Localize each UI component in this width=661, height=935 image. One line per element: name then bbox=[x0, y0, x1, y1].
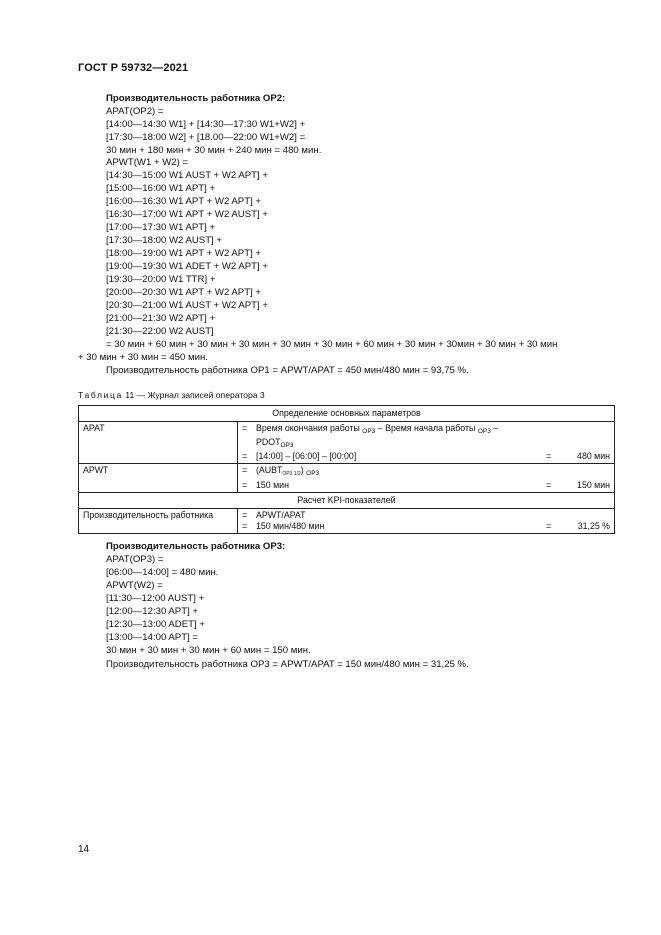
formula-line: APWT(W1 + W2) = bbox=[106, 157, 189, 168]
formula-line: 30 мин + 180 мин + 30 мин + 240 мин = 480 мин. bbox=[106, 145, 322, 156]
formula-expression: $PDOT_{OP3}$ bbox=[256, 437, 294, 449]
table-row bbox=[79, 509, 615, 534]
formula-substitution: 150 мин bbox=[256, 480, 289, 490]
formula-line: [06:00—14:00] = 480 мин. bbox=[106, 567, 219, 578]
equals-sign: = bbox=[546, 521, 552, 531]
equals-sign: = bbox=[546, 451, 552, 461]
formula-line: [13:00—14:00 APT] = bbox=[106, 632, 199, 643]
formula-line: [17:30—18:00 W2] + [18.00—22:00 W1+W2] = bbox=[106, 132, 306, 143]
formula-expression: $(AUBT_{OP3 1/2})$ $_{OP3}$ bbox=[256, 465, 320, 477]
formula-line: [20:30—21:00 W1 AUST + W2 APT] + bbox=[106, 300, 268, 311]
section-header-parameters: Определение основных параметров bbox=[79, 406, 615, 422]
formula-line: 30 мин + 30 мин + 30 мин + 60 мин = 150 мин. bbox=[106, 645, 311, 656]
section-op2-title: Производительность работника ОР2: bbox=[106, 93, 286, 104]
equals-sign: = bbox=[242, 423, 248, 433]
page-number: 14 bbox=[78, 844, 90, 855]
equals-sign: = bbox=[242, 480, 248, 490]
formula-line: [17:00—17:30 W1 APT] + bbox=[106, 222, 216, 233]
equals-sign: = bbox=[242, 451, 248, 461]
param-calc-productivity bbox=[238, 509, 615, 534]
table-caption bbox=[78, 390, 265, 400]
formula-substitution: 150 мин/480 мин bbox=[256, 521, 325, 531]
formula-line: [15:00—16:00 W1 APT] + bbox=[106, 183, 216, 194]
formula-line: [20:00—20:30 W1 APT + W2 APT] + bbox=[106, 287, 262, 298]
result-value: 150 мин bbox=[577, 480, 610, 490]
table-section-row bbox=[79, 406, 615, 422]
table-section-row bbox=[79, 493, 615, 509]
formula-expression: Время окончания работы $_{OP3}$ – Время начала работы $_{OP3}$ – bbox=[256, 423, 499, 435]
formula-line: [18:00—19:00 W1 APT + W2 APT] + bbox=[106, 248, 262, 259]
formula-line: APAT(OP3) = bbox=[106, 554, 164, 565]
formula-line: APWT(W2) = bbox=[106, 580, 163, 591]
formula-line: [21:00—21:30 W2 APT] + bbox=[106, 313, 216, 324]
param-name-productivity: Производительность работника bbox=[79, 509, 238, 534]
formula-line: [12:00—12:30 APT] + bbox=[106, 606, 199, 617]
param-name-apat: APAT bbox=[79, 422, 238, 464]
operator-log-table bbox=[78, 405, 615, 534]
section-header-kpi: Расчет KPI-показателей bbox=[79, 493, 615, 509]
result-value: 31,25 % bbox=[577, 521, 610, 531]
equals-sign: = bbox=[546, 480, 552, 490]
result-value: 480 мин bbox=[577, 451, 610, 461]
param-calc-apwt bbox=[238, 464, 615, 493]
formula-line: APAT(OP2) = bbox=[106, 106, 164, 117]
formula-line: [17:30—18:00 W2 AUST] + bbox=[106, 235, 222, 246]
section-op3-title: Производительность работника ОР3: bbox=[106, 541, 286, 552]
equals-sign: = bbox=[242, 521, 248, 531]
param-calc-apat bbox=[238, 422, 615, 464]
formula-expression: APWT/APAT bbox=[256, 510, 306, 520]
formula-line: [14:00—14:30 W1] + [14:30—17:30 W1+W2] + bbox=[106, 119, 306, 130]
productivity-result-op3: Производительность работника ОР3 = APWT/APAT = 150 мин/480 мин = 31,25 %. bbox=[106, 659, 469, 670]
formula-line: [11:30—12:00 AUST] + bbox=[106, 593, 205, 604]
formula-substitution: [14:00] – [06:00] – [00:00] bbox=[256, 451, 357, 461]
document-header: ГОСТ Р 59732—2021 bbox=[78, 62, 189, 74]
formula-line: [14:30—15:00 W1 AUST + W2 APT] + bbox=[106, 170, 268, 181]
formula-line: [19:30—20:00 W1 TTR] + bbox=[106, 274, 216, 285]
table-caption-label: Таблица bbox=[78, 390, 123, 400]
param-name-apwt: APWT bbox=[79, 464, 238, 493]
formula-sum-line: = 30 мин + 60 мин + 30 мин + 30 мин + 30 мин + 30 мин + 60 мин + 30 мин + 30мин + 30 мин + 30 мин bbox=[106, 339, 558, 350]
formula-line: [12:30—13:00 ADET] + bbox=[106, 619, 205, 630]
table-row bbox=[79, 464, 615, 493]
table-row bbox=[79, 422, 615, 464]
table-caption-text: 11 — Журнал записей оператора 3 bbox=[125, 390, 265, 400]
equals-sign: = bbox=[242, 510, 248, 520]
equals-sign: = bbox=[242, 465, 248, 475]
formula-line: [16:00—16:30 W1 APT + W2 APT] + bbox=[106, 196, 262, 207]
productivity-result-op2: Производительность работника ОР1 = APWT/APAT = 450 мин/480 мин = 93,75 %. bbox=[106, 365, 469, 376]
formula-sum-wrap: + 30 мин + 30 мин = 450 мин. bbox=[78, 352, 208, 363]
formula-line: [19:00—19:30 W1 ADET + W2 APT] + bbox=[106, 261, 268, 272]
formula-line: [16:30—17:00 W1 APT + W2 AUST] + bbox=[106, 209, 268, 220]
formula-line: [21:30—22:00 W2 AUST] bbox=[106, 326, 214, 337]
